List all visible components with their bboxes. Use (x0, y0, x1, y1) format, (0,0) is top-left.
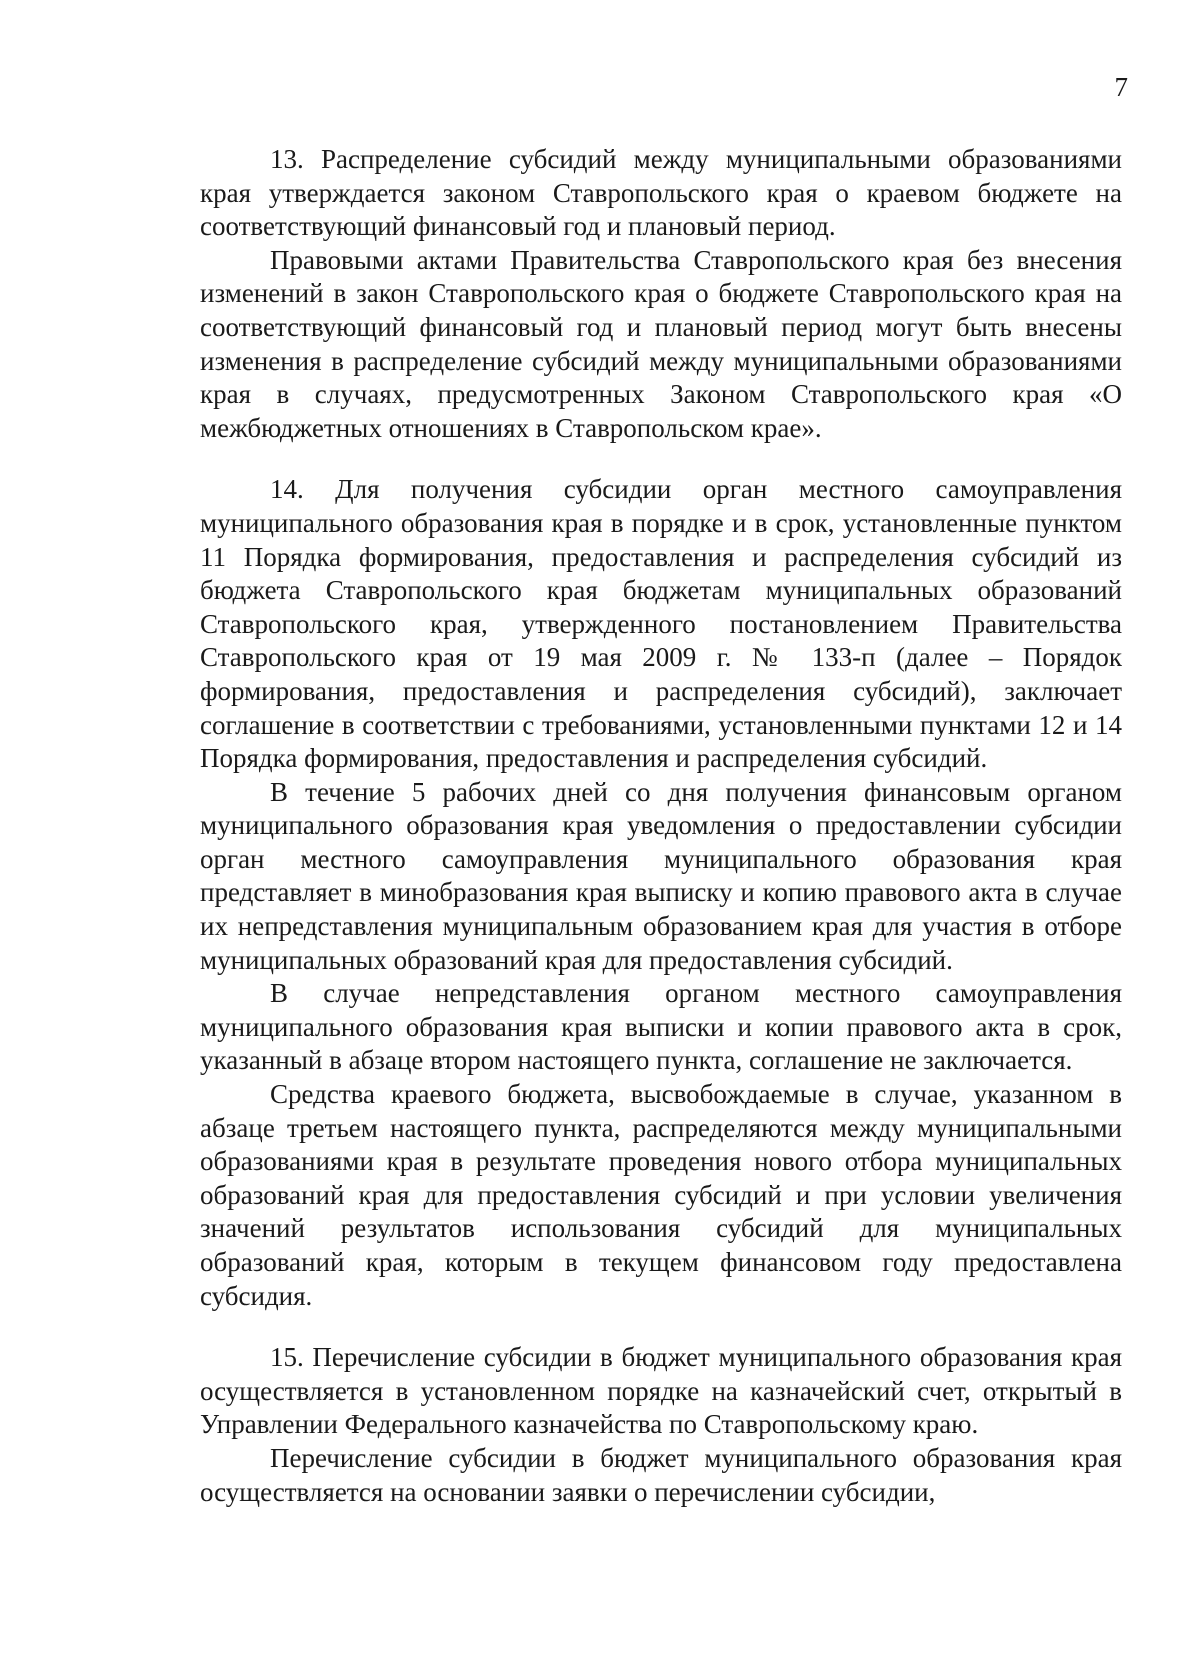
paragraph-15-transfer: Перечисление субсидии в бюджет муниципального образования края осуществляется на основании заявки о перечислении субсидии, (200, 1442, 1122, 1507)
paragraph-14-nonsubmission: В случае непредставления органом местного самоуправления муниципального образования края выписки и копии правового акта в срок, указанный в абзаце втором настоящего пункта, соглашение не заключается. (200, 978, 1122, 1076)
paragraph-13-intro: 13. Распределение субсидий между муниципальными образованиями края утверждается законом Ставропольского края о краевом бюджете на соответствующий финансовый год и плановый период. (200, 144, 1122, 242)
paragraph-14-funds: Средства краевого бюджета, высвобождаемые в случае, указанном в абзаце третьем настоящего пункта, распределяются между муниципальными образованиями края в результате проведения нового отбора муниципальных образований края для предоставления субсидий и при условии увеличения значений результатов использования субсидий для муниципальных образований края, которым в текущем финансовом году предоставлена субсидия. (200, 1079, 1122, 1311)
paragraph-15-intro: 15. Перечисление субсидии в бюджет муниципального образования края осуществляется в установленном порядке на казначейский счет, открытый в Управлении Федерального казначейства по Ставропольскому краю. (200, 1342, 1122, 1440)
paragraph-14-deadline: В течение 5 рабочих дней со дня получения финансовым органом муниципального образования края уведомления о предоставлении субсидии орган местного самоуправления муниципального образования края представляет в минобразования края выписку и копию правового акта в случае их непредставления муниципальным образованием края для участия в отборе муниципальных образований края для предоставления субсидий. (200, 776, 1122, 975)
paragraph-13-legal-acts: Правовыми актами Правительства Ставропольского края без внесения изменений в закон Ставропольского края о бюджете Ставропольского края на соответствующий финансовый год и плановый период могут быть внесены изменения в распределение субсидий между муниципальными образованиями края в случаях, предусмотренных Законом Ставропольского края «О межбюджетных отношениях в Ставропольском крае». (200, 244, 1122, 443)
paragraph-14-intro: 14. Для получения субсидии орган местного самоуправления муниципального образования края в порядке и в срок, установленные пунктом 11 Порядка формирования, предоставления и распределения субсидий из бюджета Ставропольского края бюджетам муниципальных образований Ставропольского края, утвержденного постановлением Правительства Ставропольского края от 19 мая 2009 г. № 133-п (далее – Порядок формирования, предоставления и распределения субсидий), заключает соглашение в соответствии с требованиями, установленными пунктами 12 и 14 Порядка формирования, предоставления и распределения субсидий. (200, 474, 1122, 774)
page-number: 7 (1114, 72, 1128, 102)
document-body (200, 143, 1122, 1509)
